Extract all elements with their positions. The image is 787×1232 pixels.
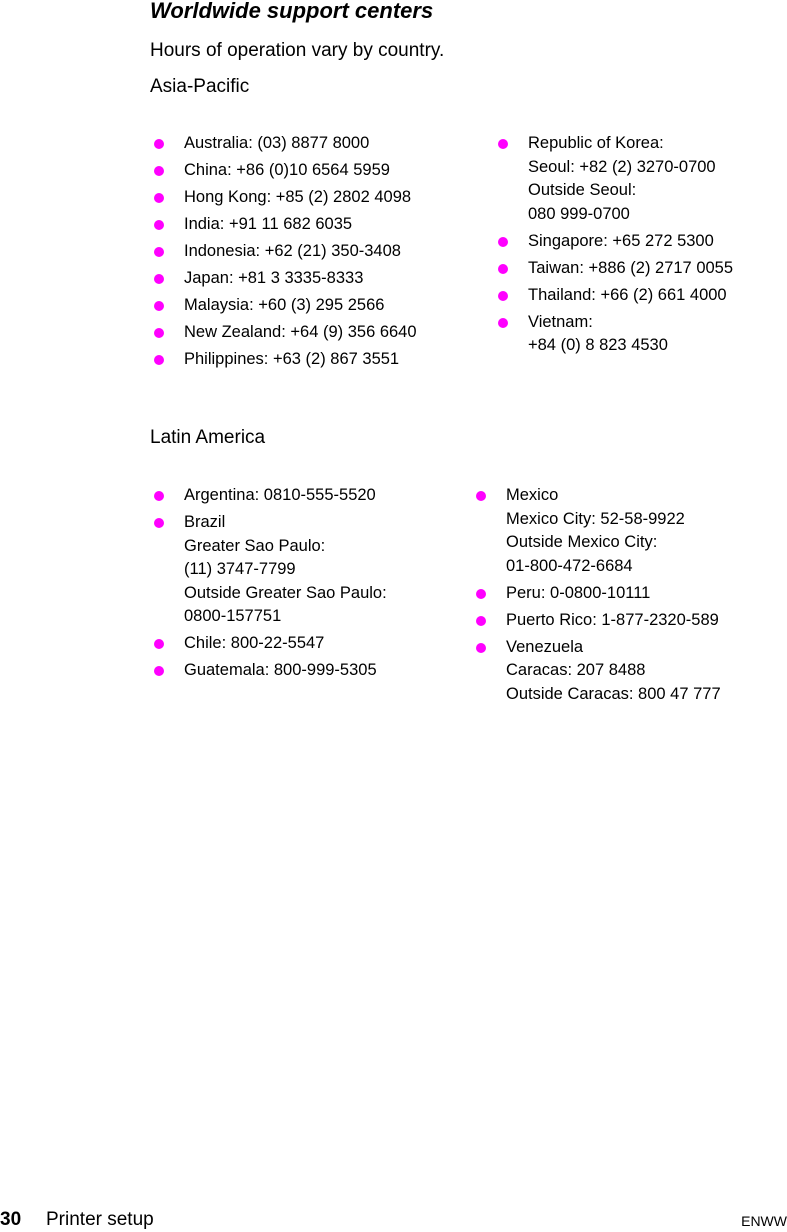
list-item-line: 080 999-0700 <box>528 204 630 223</box>
list-item-line: (11) 3747-7799 <box>184 560 296 578</box>
list-item-line: Japan: +81 3 3335-8333 <box>184 269 364 287</box>
bullet-icon <box>154 139 164 149</box>
bullet-icon <box>498 264 508 274</box>
list-item-line: 01-800-472-6684 <box>506 556 633 575</box>
list-item-line: Taiwan: +886 (2) 2717 0055 <box>528 258 734 277</box>
list-item-line: China: +86 (0)10 6564 5959 <box>184 161 390 179</box>
list-item-line: Outside Seoul: <box>528 181 637 199</box>
list-item-line: Caracas: 207 8488 <box>506 661 646 679</box>
list-item <box>150 511 387 629</box>
bullet-icon <box>154 518 164 528</box>
list-item <box>150 240 417 264</box>
latin-america-list-right <box>472 484 721 710</box>
list-item <box>150 632 387 656</box>
list-item <box>150 132 417 156</box>
bullet-icon <box>154 193 164 203</box>
list-item <box>150 348 417 372</box>
bullet-icon <box>476 589 486 599</box>
bullet-icon <box>154 355 164 365</box>
list-item-line: Mexico <box>506 486 559 504</box>
list-item <box>150 267 417 291</box>
list-item-line: Chile: 800-22-5547 <box>184 634 325 652</box>
bullet-icon <box>498 318 508 328</box>
list-item-line: Outside Mexico City: <box>506 533 658 551</box>
list-item-line: India: +91 11 682 6035 <box>184 215 353 233</box>
bullet-icon <box>154 639 164 649</box>
list-item <box>494 311 733 358</box>
list-item <box>150 294 417 318</box>
list-item <box>472 609 721 633</box>
bullet-icon <box>154 666 164 676</box>
bullet-icon <box>476 491 486 501</box>
list-item-line: Thailand: +66 (2) 661 4000 <box>528 285 727 304</box>
bullet-icon <box>154 328 164 338</box>
list-item <box>150 484 387 508</box>
bullet-icon <box>154 166 164 176</box>
list-item-line: Malaysia: +60 (3) 295 2566 <box>184 296 385 314</box>
list-item <box>494 257 733 281</box>
list-item-line: Republic of Korea: <box>528 134 664 152</box>
list-item <box>150 213 417 237</box>
list-item-line: Outside Greater Sao Paulo: <box>184 583 387 602</box>
list-item-line: Guatemala: 800-999-5305 <box>184 661 377 679</box>
list-item <box>494 230 733 254</box>
list-item-line: Greater Sao Paulo: <box>184 536 326 555</box>
bullet-icon <box>498 139 508 149</box>
asia-pacific-list-right <box>494 132 733 361</box>
footer-code: ENWW <box>741 1213 787 1229</box>
list-item-line: Seoul: +82 (2) 3270-0700 <box>528 157 716 176</box>
bullet-icon <box>154 301 164 311</box>
list-item-line: Mexico City: 52-58-9922 <box>506 509 685 528</box>
footer-section: Printer setup <box>46 1209 154 1230</box>
list-item <box>472 484 721 578</box>
bullet-icon <box>476 643 486 653</box>
latin-america-list-left <box>150 484 387 686</box>
list-item-line: Venezuela <box>506 637 584 656</box>
list-item-line: Puerto Rico: 1-877-2320-589 <box>506 610 719 629</box>
list-item-line: Vietnam: <box>528 312 593 331</box>
footer-left <box>0 1208 154 1232</box>
list-item-line: Philippines: +63 (2) 867 3551 <box>184 350 400 368</box>
bullet-icon <box>154 247 164 257</box>
list-item-line: Peru: 0-0800-10111 <box>506 583 651 602</box>
bullet-icon <box>476 616 486 626</box>
bullet-icon <box>154 491 164 501</box>
list-item-line: Australia: (03) 8877 8000 <box>184 134 370 152</box>
list-item <box>150 159 417 183</box>
list-item-line: Brazil <box>184 513 226 531</box>
list-item-line: Outside Caracas: 800 47 777 <box>506 684 721 703</box>
bullet-icon <box>498 291 508 301</box>
region-heading-asia-pacific: Asia-Pacific <box>150 76 250 97</box>
list-item-line: Singapore: +65 272 5300 <box>528 231 714 250</box>
intro-text: Hours of operation vary by country. <box>150 40 445 61</box>
bullet-icon <box>154 274 164 284</box>
region-heading-latin-america: Latin America <box>150 427 266 448</box>
list-item <box>494 132 733 226</box>
bullet-icon <box>498 237 508 247</box>
list-item <box>150 321 417 345</box>
bullet-icon <box>154 220 164 230</box>
list-item <box>472 636 721 707</box>
list-item <box>150 186 417 210</box>
page-title: Worldwide support centers <box>150 0 434 23</box>
list-item <box>150 659 387 683</box>
list-item-line: Hong Kong: +85 (2) 2802 4098 <box>184 188 412 206</box>
list-item-line: +84 (0) 8 823 4530 <box>528 336 668 354</box>
list-item <box>494 284 733 308</box>
list-item-line: Indonesia: +62 (21) 350-3408 <box>184 242 401 260</box>
asia-pacific-list-left <box>150 132 417 375</box>
list-item-line: Argentina: 0810-555-5520 <box>184 486 376 504</box>
list-item-line: New Zealand: +64 (9) 356 6640 <box>184 323 417 341</box>
list-item-line: 0800-157751 <box>184 607 282 625</box>
page-number: 30 <box>0 1209 22 1230</box>
list-item <box>472 582 721 606</box>
